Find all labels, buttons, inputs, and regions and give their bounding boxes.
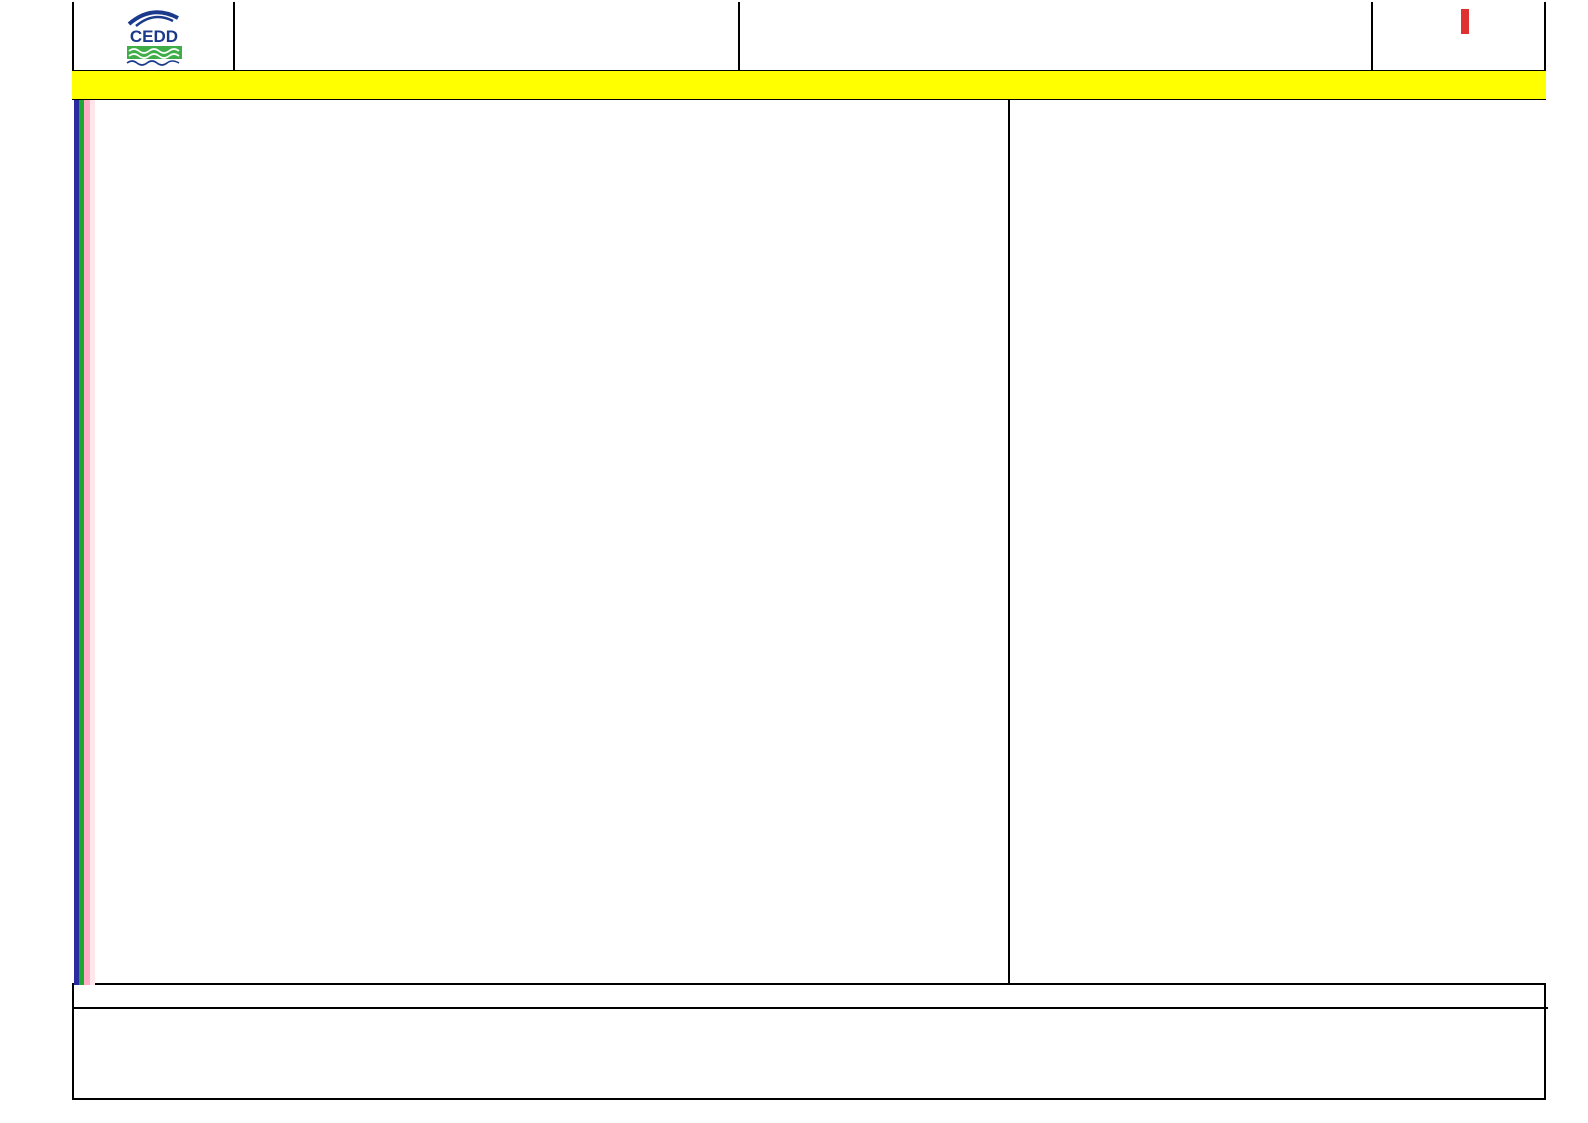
- contract-title-cell: [740, 2, 1373, 70]
- jv-logo-cell: [1373, 2, 1544, 70]
- activity-table-body: [72, 100, 1008, 985]
- legend-box: [72, 1007, 400, 1100]
- aecom-logo-cell: [235, 2, 740, 70]
- table-header-row: [72, 70, 1546, 100]
- footer-title-box: [398, 1007, 1064, 1100]
- gantt-chart: [1008, 100, 1546, 985]
- band-stripe-pale: [90, 100, 95, 985]
- svg-text:CEDD: CEDD: [129, 27, 179, 46]
- baseline-revision-table: [1267, 1007, 1548, 1009]
- dck-jv-logo-icon: [1373, 6, 1544, 36]
- footer-info-box: [1062, 1007, 1546, 1100]
- cedd-logo-icon: [74, 2, 235, 68]
- cedd-logo-cell: [74, 2, 235, 70]
